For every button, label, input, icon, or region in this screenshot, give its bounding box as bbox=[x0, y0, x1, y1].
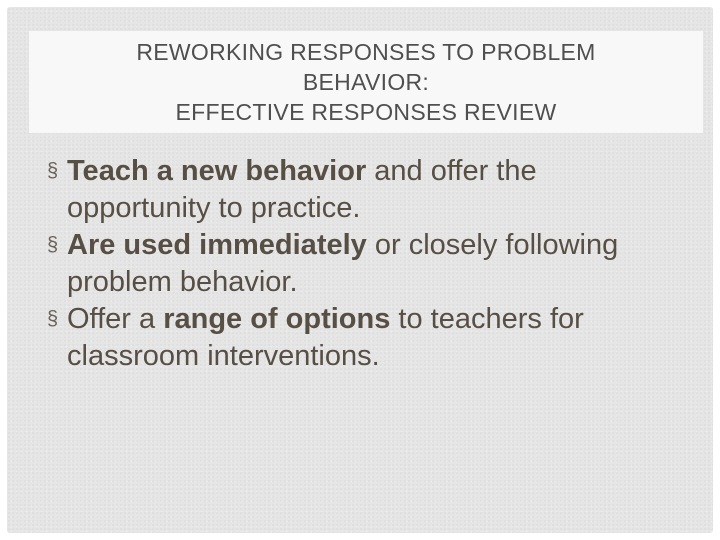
slide-title bbox=[29, 31, 703, 133]
bullet-2-text: or closely following problem behavior. bbox=[67, 229, 619, 298]
bullet-3-bold: range of options bbox=[163, 303, 391, 335]
title-line-3: EFFECTIVE RESPONSES REVIEW bbox=[175, 99, 557, 125]
bullet-2-bold: Are used immediately bbox=[67, 229, 367, 261]
bullet-item-1 bbox=[47, 153, 687, 227]
title-line-1: REWORKING RESPONSES TO PROBLEM bbox=[136, 39, 596, 65]
bullet-1-text: and offer the opportunity to practice. bbox=[67, 155, 537, 224]
bullet-list bbox=[47, 153, 687, 375]
bullet-marker-icon: § bbox=[47, 234, 59, 256]
bullet-3-prefix: Offer a bbox=[67, 303, 164, 335]
slide bbox=[7, 7, 713, 533]
bullet-marker-icon: § bbox=[47, 160, 59, 182]
bullet-3-text: to teachers for classroom interventions. bbox=[67, 303, 584, 372]
bullet-1-bold: Teach a new behavior bbox=[67, 155, 367, 187]
bullet-item-3 bbox=[47, 301, 687, 375]
bullet-item-2 bbox=[47, 227, 687, 301]
title-line-2: BEHAVIOR: bbox=[302, 69, 430, 95]
bullet-marker-icon: § bbox=[47, 308, 59, 330]
